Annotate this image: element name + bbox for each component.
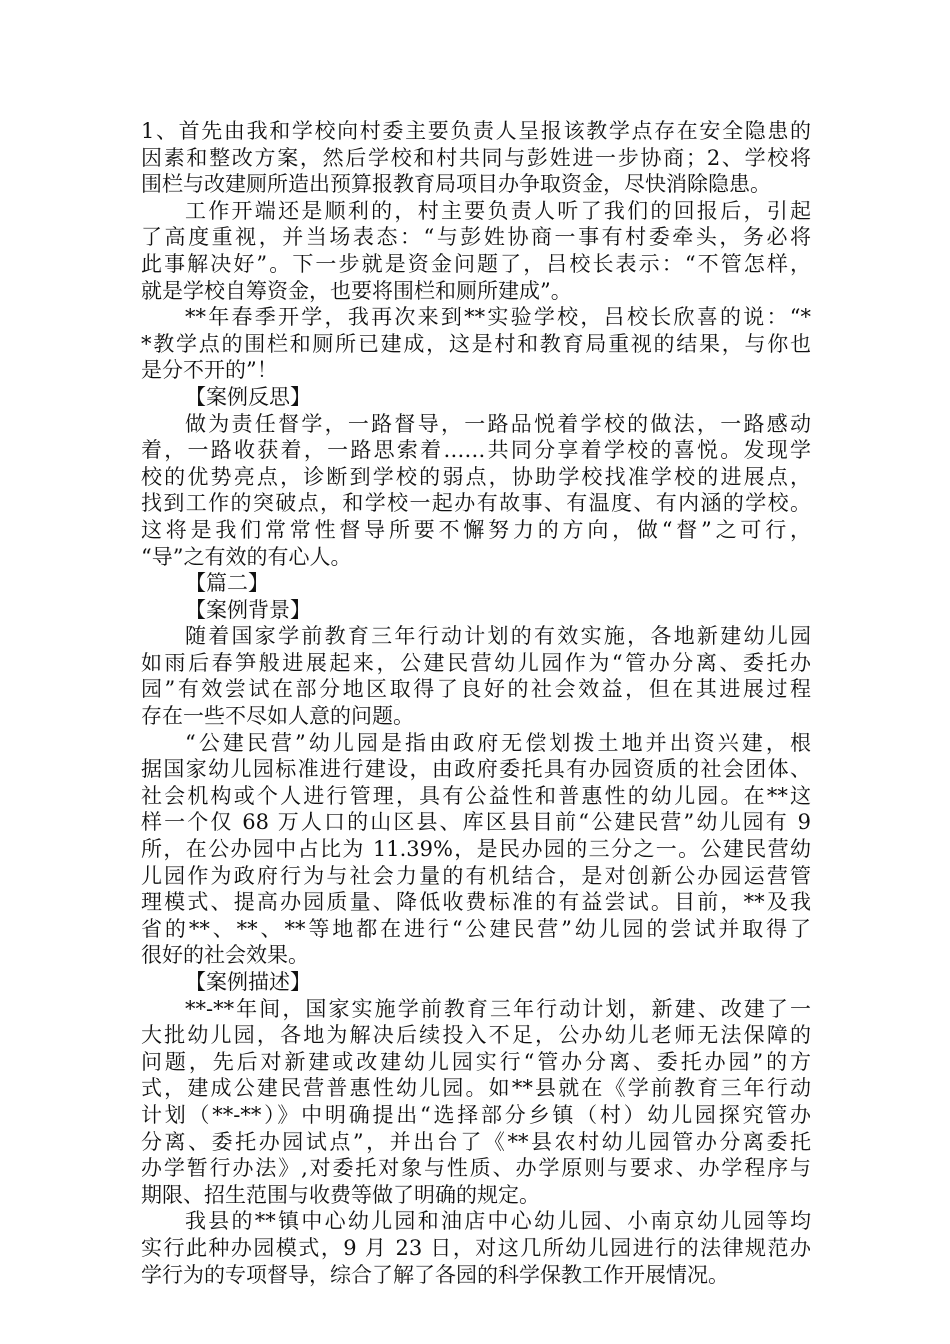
text-line: 因素和整改方案，然后学校和村共同与彭姓进一步协商；2、学校将 — [141, 145, 811, 170]
text-line: **-**年间，国家实施学前教育三年行动计划，新建、改建了一 — [185, 996, 811, 1021]
text-line: 据国家幼儿园标准进行建设，由政府委托具有办园资质的社会团体、 — [141, 757, 811, 782]
text-line: *教学点的围栏和厕所已建成，这是村和教育局重视的结果，与你也 — [141, 331, 811, 356]
text-line: 办学暂行办法》,对委托对象与性质、办学原则与要求、办学程序与 — [141, 1156, 811, 1181]
text-line: 学行为的专项督导，综合了解了各园的科学保教工作开展情况。 — [141, 1262, 729, 1287]
text-line: 我县的**镇中心幼儿园和油店中心幼儿园、小南京幼儿园等均 — [185, 1209, 811, 1234]
text-line: 社会机构或个人进行管理，具有公益性和普惠性的幼儿园。在**这 — [141, 783, 811, 808]
text-line: 儿园作为政府行为与社会力量的有机结合，是对创新公办园运营管 — [141, 863, 811, 888]
text-line: 了高度重视，并当场表态：“与彭姓协商一事有村委牵头，务必将 — [141, 225, 811, 250]
text-line: 很好的社会效果。 — [141, 943, 309, 968]
text-line: 样一个仅 68 万人口的山区县、库区县目前“公建民营”幼儿园有 9 — [141, 810, 811, 835]
text-line: 实行此种办园模式，9 月 23 日，对这几所幼儿园进行的法律规范办 — [141, 1235, 811, 1260]
text-line: 找到工作的突破点，和学校一起办有故事、有温度、有内涵的学校。 — [141, 491, 811, 516]
text-line: 大批幼儿园，各地为解决后续投入不足，公办幼儿老师无法保障的 — [141, 1023, 811, 1048]
text-line: 园”有效尝试在部分地区取得了良好的社会效益，但在其进展过程 — [141, 677, 811, 702]
text-line: 做为责任督学，一路督导，一路品悦着学校的做法，一路感动 — [185, 411, 811, 436]
text-line: 就是学校自筹资金，也要将围栏和厕所建成”。 — [141, 278, 572, 303]
section-heading: 【案例反思】 — [185, 384, 311, 409]
text-line: 校的优势亮点，诊断到学校的弱点，协助学校找准学校的进展点， — [141, 464, 811, 489]
text-line: “导”之有效的有心人。 — [141, 544, 352, 569]
text-line: 此事解决好”。下一步就是资金问题了，吕校长表示：“不管怎样， — [141, 251, 811, 276]
text-line: 问题，先后对新建或改建幼儿园实行“管办分离、委托办园”的方 — [141, 1049, 811, 1074]
text-line: 存在一些不尽如人意的问题。 — [141, 704, 414, 729]
text-line: “公建民营”幼儿园是指由政府无偿划拨土地并出资兴建，根 — [185, 730, 811, 755]
text-line: 理模式、提高办园质量、降低收费标准的有益尝试。目前，**及我 — [141, 890, 811, 915]
section-heading: 【案例描述】 — [185, 970, 311, 994]
text-line: 着，一路收获着，一路思索着……共同分享着学校的喜悦。发现学 — [141, 438, 811, 463]
text-line: 是分不开的”！ — [141, 358, 278, 383]
text-line: 1、首先由我和学校向村委主要负责人呈报该教学点存在安全隐患的 — [141, 119, 811, 143]
section-heading: 【篇二】 — [185, 571, 269, 596]
text-line: 围栏与改建厕所造出预算报教育局项目办争取资金，尽快消除隐患。 — [141, 172, 771, 197]
text-line: 工作开端还是顺利的，村主要负责人听了我们的回报后，引起 — [185, 198, 811, 223]
text-line: 式，建成公建民营普惠性幼儿园。如**县就在《学前教育三年行动 — [141, 1076, 811, 1101]
text-line: 随着国家学前教育三年行动计划的有效实施，各地新建幼儿园 — [185, 624, 811, 649]
text-line: 计划（**-**）》中明确提出“选择部分乡镇（村）幼儿园探究管办 — [141, 1102, 811, 1127]
text-line: 所，在公办园中占比为 11.39%，是民办园的三分之一。公建民营幼 — [141, 837, 811, 862]
text-line: 省的**、**、**等地都在进行“公建民营”幼儿园的尝试并取得了 — [141, 916, 811, 941]
text-line: 如雨后春笋般进展起来，公建民营幼儿园作为“管办分离、委托办 — [141, 650, 811, 675]
text-line: **年春季开学，我再次来到**实验学校，吕校长欣喜的说：“* — [185, 305, 811, 330]
document-page — [141, 118, 811, 1288]
text-line: 这将是我们常常性督导所要不懈努力的方向，做“督”之可行， — [141, 517, 811, 542]
text-line: 期限、招生范围与收费等做了明确的规定。 — [141, 1182, 540, 1207]
text-line: 分离、委托办园试点”，并出台了《**县农村幼儿园管办分离委托 — [141, 1129, 811, 1154]
section-heading: 【案例背景】 — [185, 597, 311, 622]
